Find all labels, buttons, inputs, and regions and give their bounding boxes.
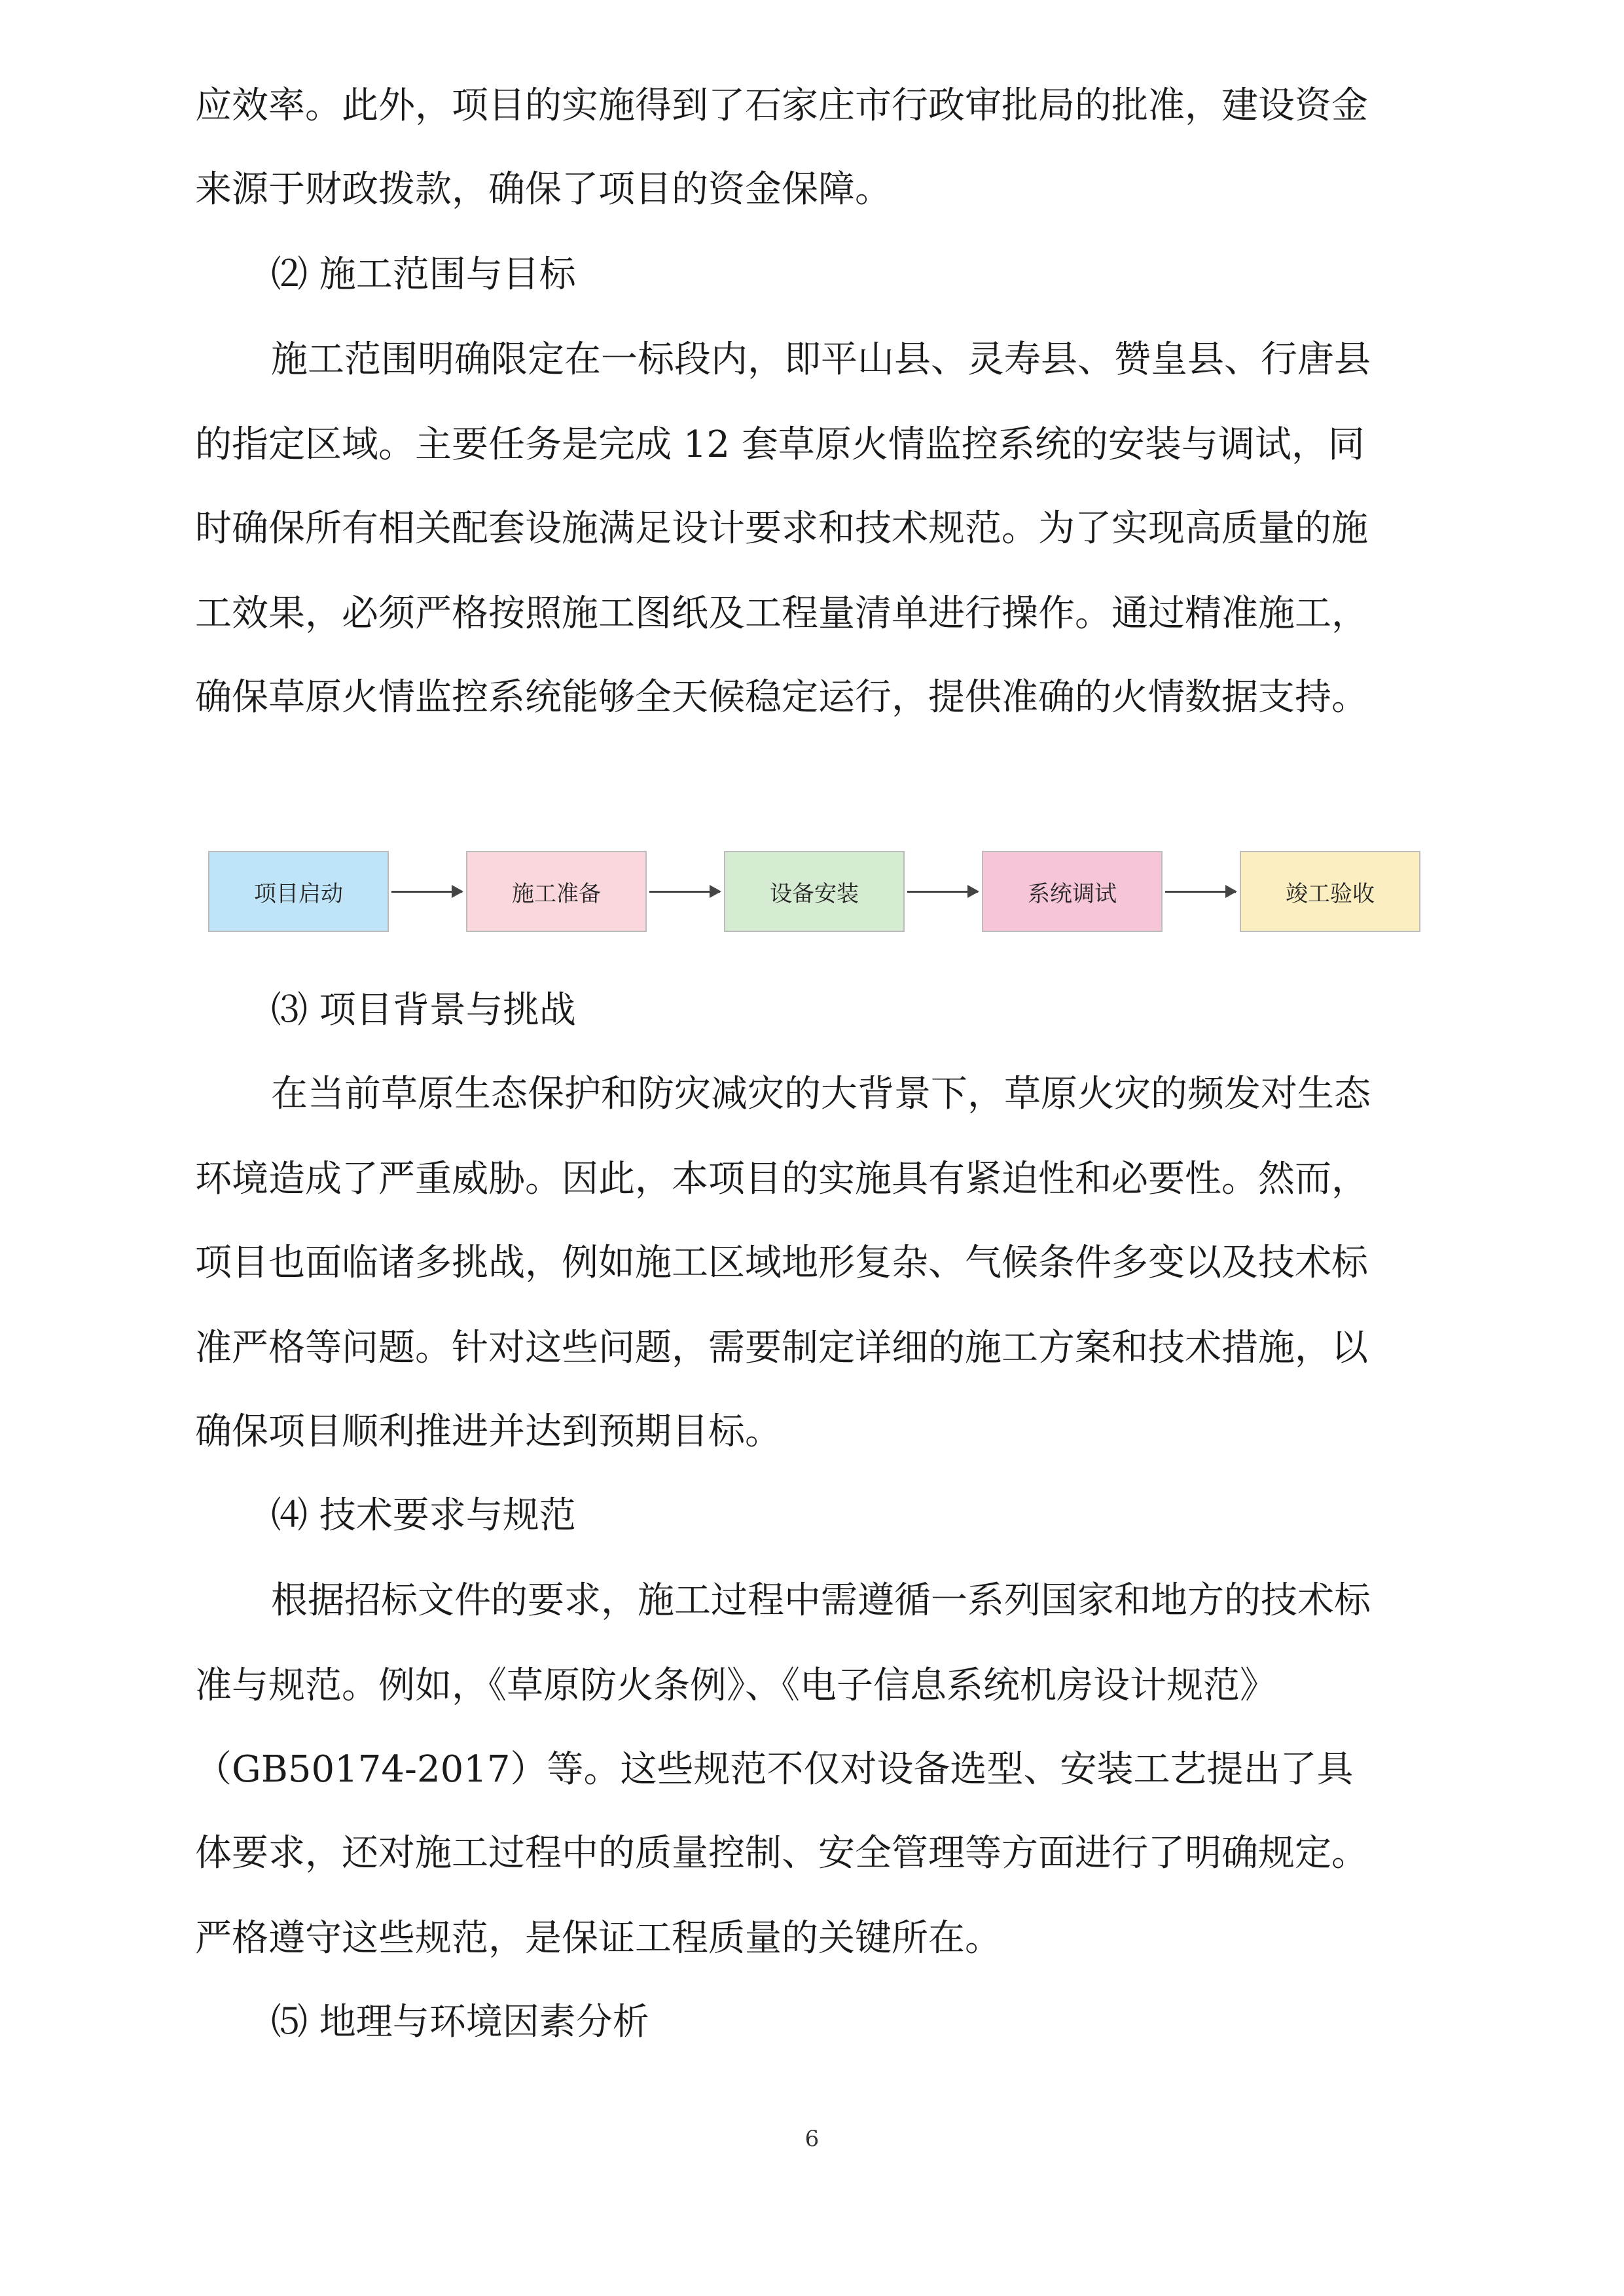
flow-step-3 bbox=[724, 851, 905, 932]
section-heading-2: ⑵ 施工范围与目标 bbox=[271, 253, 576, 296]
flow-step-1-label: 项目启动 bbox=[254, 880, 343, 907]
paragraph-2-line-3: 时确保所有相关配套设施满足设计要求和技术规范。为了实现高质量的施 bbox=[195, 507, 1368, 550]
flow-step-2 bbox=[466, 851, 647, 932]
paragraph-2-line-2: 的指定区域。主要任务是完成 12 套草原火情监控系统的安装与调试，同 bbox=[195, 423, 1365, 466]
paragraph-2-line-1: 施工范围明确限定在一标段内，即平山县、灵寿县、赞皇县、行唐县 bbox=[271, 338, 1371, 381]
paragraph-2-line-4: 工效果，必须严格按照施工图纸及工程量清单进行操作。通过精准施工， bbox=[195, 592, 1368, 635]
paragraph-4-line-3: （GB50174-2017）等。这些规范不仅对设备选型、安装工艺提出了具 bbox=[195, 1748, 1354, 1791]
paragraph-4-line-4: 体要求，还对施工过程中的质量控制、安全管理等方面进行了明确规定。 bbox=[195, 1832, 1368, 1874]
paragraph-4-line-1: 根据招标文件的要求，施工过程中需遵循一系列国家和地方的技术标 bbox=[271, 1579, 1371, 1622]
flow-step-5-label: 竣工验收 bbox=[1286, 880, 1375, 907]
flow-step-5 bbox=[1240, 851, 1420, 932]
paragraph-3-line-1: 在当前草原生态保护和防灾减灾的大背景下，草原火灾的频发对生态 bbox=[271, 1073, 1371, 1115]
paragraph-3-line-3: 项目也面临诸多挑战，例如施工区域地形复杂、气候条件多变以及技术标 bbox=[195, 1242, 1368, 1284]
section-heading-3: ⑶ 项目背景与挑战 bbox=[271, 989, 576, 1031]
paragraph-4-line-2: 准与规范。例如，《草原防火条例》、《电子信息系统机房设计规范》 bbox=[195, 1664, 1276, 1707]
flow-arrow-4 bbox=[1165, 891, 1236, 893]
flow-step-4-label: 系统调试 bbox=[1028, 880, 1117, 907]
flow-arrow-2 bbox=[649, 891, 720, 893]
paragraph-1-line-1: 应效率。此外，项目的实施得到了石家庄市行政审批局的批准，建设资金 bbox=[195, 84, 1368, 127]
paragraph-3-line-4: 准严格等问题。针对这些问题，需要制定详细的施工方案和技术措施，以 bbox=[195, 1327, 1368, 1369]
paragraph-3-line-2: 环境造成了严重威胁。因此，本项目的实施具有紧迫性和必要性。然而， bbox=[195, 1158, 1368, 1200]
process-flow-diagram bbox=[208, 851, 1422, 935]
flow-step-1 bbox=[208, 851, 389, 932]
paragraph-1-line-2: 来源于财政拨款，确保了项目的资金保障。 bbox=[195, 168, 892, 211]
flow-step-4 bbox=[982, 851, 1163, 932]
flow-step-2-label: 施工准备 bbox=[512, 880, 601, 907]
paragraph-3-line-5: 确保项目顺利推进并达到预期目标。 bbox=[195, 1410, 782, 1453]
paragraph-4-line-5: 严格遵守这些规范，是保证工程质量的关键所在。 bbox=[195, 1917, 1001, 1960]
flow-arrow-1 bbox=[391, 891, 462, 893]
page-number: 6 bbox=[804, 2126, 820, 2152]
paragraph-2-line-5: 确保草原火情监控系统能够全天候稳定运行，提供准确的火情数据支持。 bbox=[195, 676, 1368, 719]
flow-arrow-3 bbox=[907, 891, 978, 893]
flow-step-3-label: 设备安装 bbox=[770, 880, 859, 907]
section-heading-4: ⑷ 技术要求与规范 bbox=[271, 1494, 576, 1537]
section-heading-5: ⑸ 地理与环境因素分析 bbox=[271, 2001, 649, 2043]
